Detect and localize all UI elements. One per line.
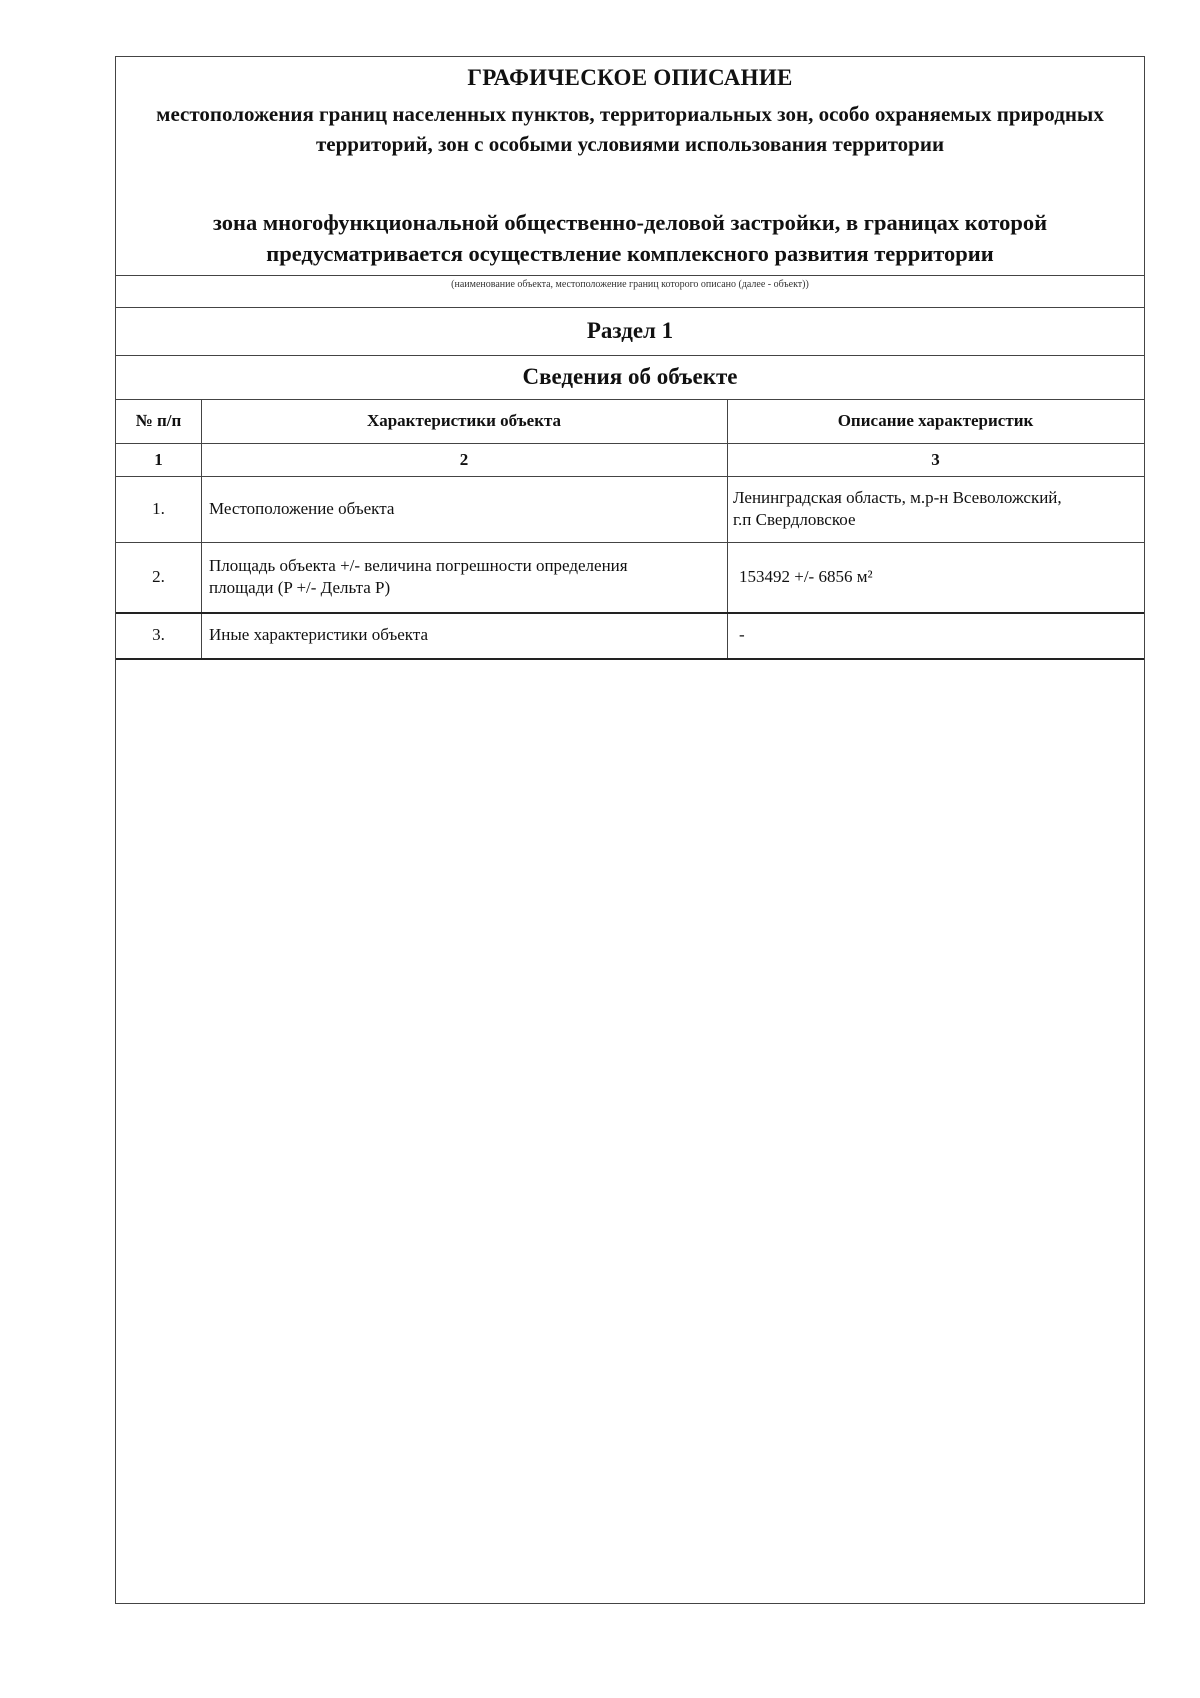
divider [116, 307, 1144, 308]
divider [116, 658, 1144, 660]
row-characteristic: Местоположение объекта [209, 499, 395, 518]
object-name-underline [116, 275, 1144, 276]
row-description: 153492 +/- 6856 м² [739, 567, 873, 586]
section-title: Сведения об объекте [522, 364, 738, 389]
document-subtitle: местоположения границ населенных пунктов, территориальных зон, особо охраняемых природных территорий, зон с особыми условиями использования территории [156, 102, 1104, 156]
row-characteristic: Иные характеристики объекта [209, 625, 429, 644]
object-name-caption: (наименование объекта, местоположение границ которого описано (далее - объект)) [451, 279, 809, 290]
row-number: 3. [152, 625, 165, 644]
column-header-characteristic: Характеристики объекта [366, 411, 562, 430]
row-description: Ленинградская область, м.р-н Всеволожский, г.п Свердловское [733, 488, 1062, 529]
column-number-1: 1 [154, 449, 163, 469]
column-header-description: Описание характеристик [837, 411, 1034, 430]
row-description: - [739, 625, 745, 644]
divider [116, 355, 1144, 356]
document-header [116, 57, 1144, 277]
row-number: 1. [152, 499, 165, 518]
object-name: зона многофункциональной общественно-деловой застройки, в границах которой предусматривается осуществление комплексного развития территории [212, 210, 1048, 266]
column-header-number: № п/п [135, 411, 182, 430]
row-characteristic: Площадь объекта +/- величина погрешности определения площади (P +/- Дельта P) [209, 556, 628, 597]
document-title: ГРАФИЧЕСКОЕ ОПИСАНИЕ [467, 65, 793, 90]
document-sheet [115, 56, 1145, 1604]
row-number: 2. [152, 567, 165, 586]
column-number-3: 3 [931, 449, 940, 469]
section-number: Раздел 1 [586, 318, 674, 343]
column-number-2: 2 [459, 449, 469, 469]
